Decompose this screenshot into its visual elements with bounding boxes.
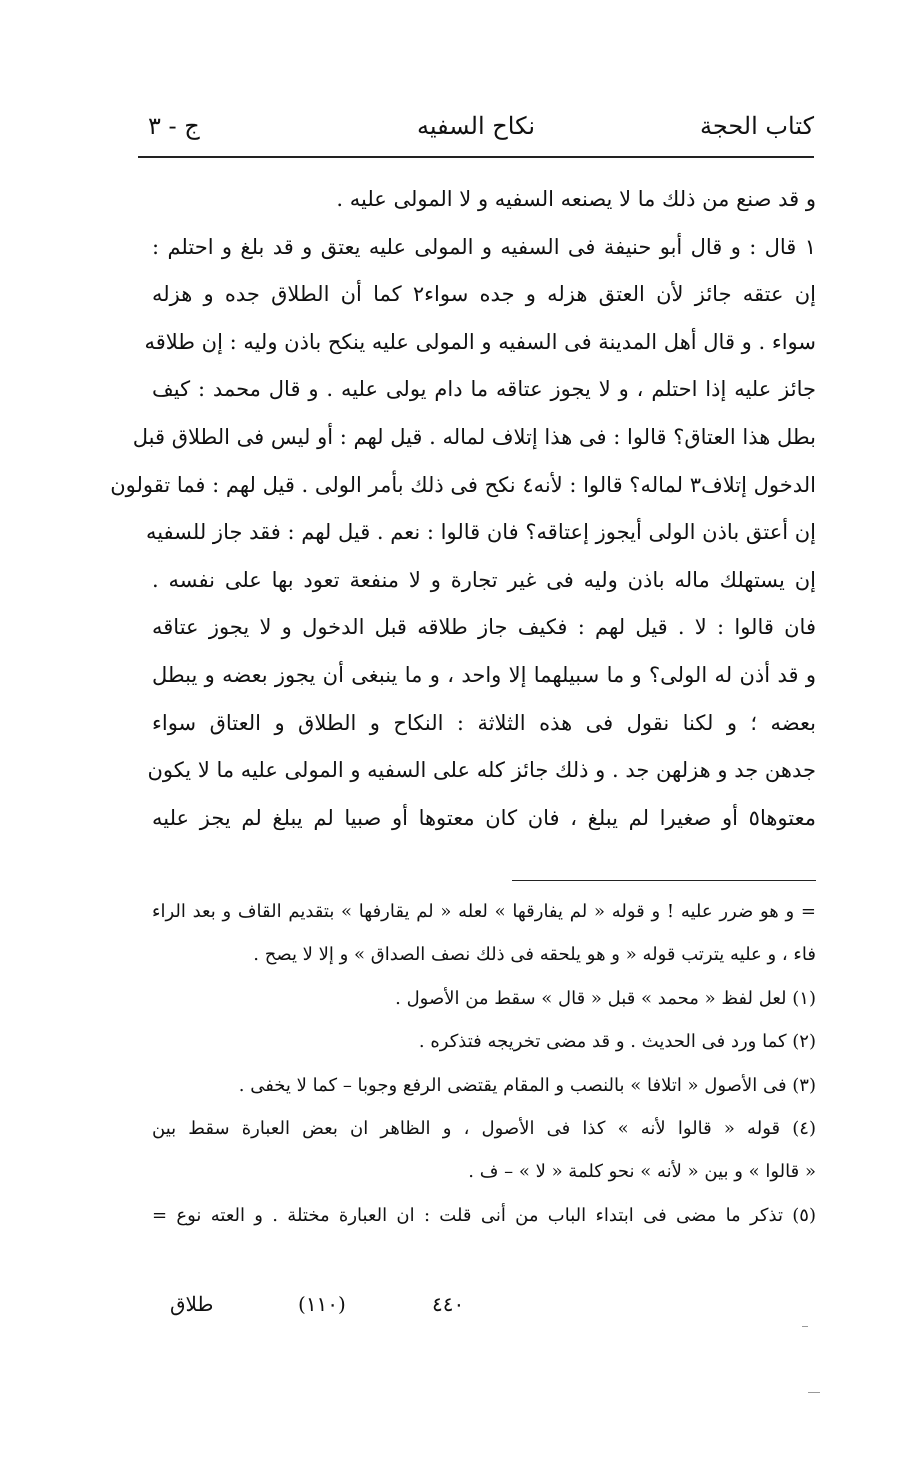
text-line: ١ قال : و قال أبو حنيفة فى السفيه و المولى عليه يعتق و قد بلغ و احتلم : <box>152 234 816 259</box>
header-rule <box>138 156 814 158</box>
text-line: جائز عليه إذا احتلم ، و لا يجوز عتاقه ما دام يولى عليه . و قال محمد : كيف <box>152 377 816 402</box>
footnote-line: (١) لعل لفظ « محمد » قبل « قال » سقط من الأصول . <box>395 987 816 1009</box>
sequence-number: (١١٠) <box>298 1292 346 1316</box>
scan-speck <box>808 1392 820 1393</box>
footnote-line: فاء ، و عليه يترتب قوله « و هو يلحقه فى ذلك نصف الصداق » و إلا لا يصح . <box>253 944 816 966</box>
text-line: جدهن جد و هزلهن جد . و ذلك جائز كله على السفيه و المولى عليه ما لا يكون <box>147 758 816 783</box>
footnote-line: (٤) قوله « قالوا لأنه » كذا فى الأصول ، و الظاهر ان بعض العبارة سقط بين <box>152 1117 816 1139</box>
text-line: معتوها٥ أو صغيرا لم يبلغ ، فان كان معتوها أو صبيا لم يبلغ لم يجز عليه <box>152 805 816 830</box>
text-line: إن عتقه جائز لأن العتق هزله و جده سواء٢ كما أن الطلاق جده و هزله <box>152 282 816 307</box>
book-title: كتاب الحجة <box>699 112 814 140</box>
footnotes <box>152 890 816 1237</box>
running-header <box>138 112 814 152</box>
section-signature: طلاق <box>170 1292 214 1316</box>
footnote-line: = و هو ضرر عليه ! و قوله « لم يفارقها » لعله « لم يقارفها » بتقديم القاف و بعد الراء <box>152 901 816 922</box>
page-number: ٤٤٠ <box>432 1292 465 1316</box>
footnote-rule <box>512 880 816 881</box>
text-line: سواء . و قال أهل المدينة فى السفيه و المولى عليه ينكح باذن وليه : إن طلاقه <box>144 329 816 354</box>
page-footer <box>170 1292 490 1332</box>
scan-speck <box>802 1326 808 1327</box>
text-line: بطل هذا العتاق؟ قالوا : فى هذا إتلاف لماله . قيل لهم : أو ليس فى الطلاق قبل <box>132 424 816 449</box>
footnote-line: (٢) كما ورد فى الحديث . و قد مضى تخريجه فتذكره . <box>418 1031 816 1053</box>
main-text <box>110 176 816 842</box>
volume-number: ج - ٣ <box>148 112 200 140</box>
text-line: إن يستهلك ماله باذن وليه فى غير تجارة و لا منفعة تعود بها على نفسه . <box>152 567 816 592</box>
text-line: بعضه ؛ و لكنا نقول فى هذه الثلاثة : النكاح و الطلاق و العتاق سواء <box>152 710 816 735</box>
footnote-line: (٥) تذكر ما مضى فى ابتداء الباب من أنى قلت : ان العبارة مختلة . و العته نوع = <box>152 1204 816 1226</box>
text-line: الدخول إتلاف٣ لماله؟ قالوا : لأنه٤ نكح فى ذلك بأمر الولى . قيل لهم : فما تقولون <box>110 472 816 497</box>
text-line: فان قالوا : لا . قيل لهم : فكيف جاز طلاقه قبل الدخول و لا يجوز عتاقه <box>152 615 816 640</box>
text-line: إن أعتق باذن الولى أيجوز إعتاقه؟ فان قالوا : نعم . قيل لهم : فقد جاز للسفيه <box>145 520 816 545</box>
chapter-title: نكاح السفيه <box>416 112 536 140</box>
footnote-line: « قالوا » و بين « لأنه » نحو كلمة « لا » – ف . <box>468 1161 816 1183</box>
text-line: و قد صنع من ذلك ما لا يصنعه السفيه و لا المولى عليه . <box>336 187 816 211</box>
footnote-line: (٣) فى الأصول « اتلافا » بالنصب و المقام يقتضى الرفع وجوبا – كما لا يخفى . <box>238 1074 816 1096</box>
text-line: و قد أذن له الولى؟ و ما سبيلهما إلا واحد ، و ما ينبغى أن يجوز بعضه و يبطل <box>152 662 816 687</box>
